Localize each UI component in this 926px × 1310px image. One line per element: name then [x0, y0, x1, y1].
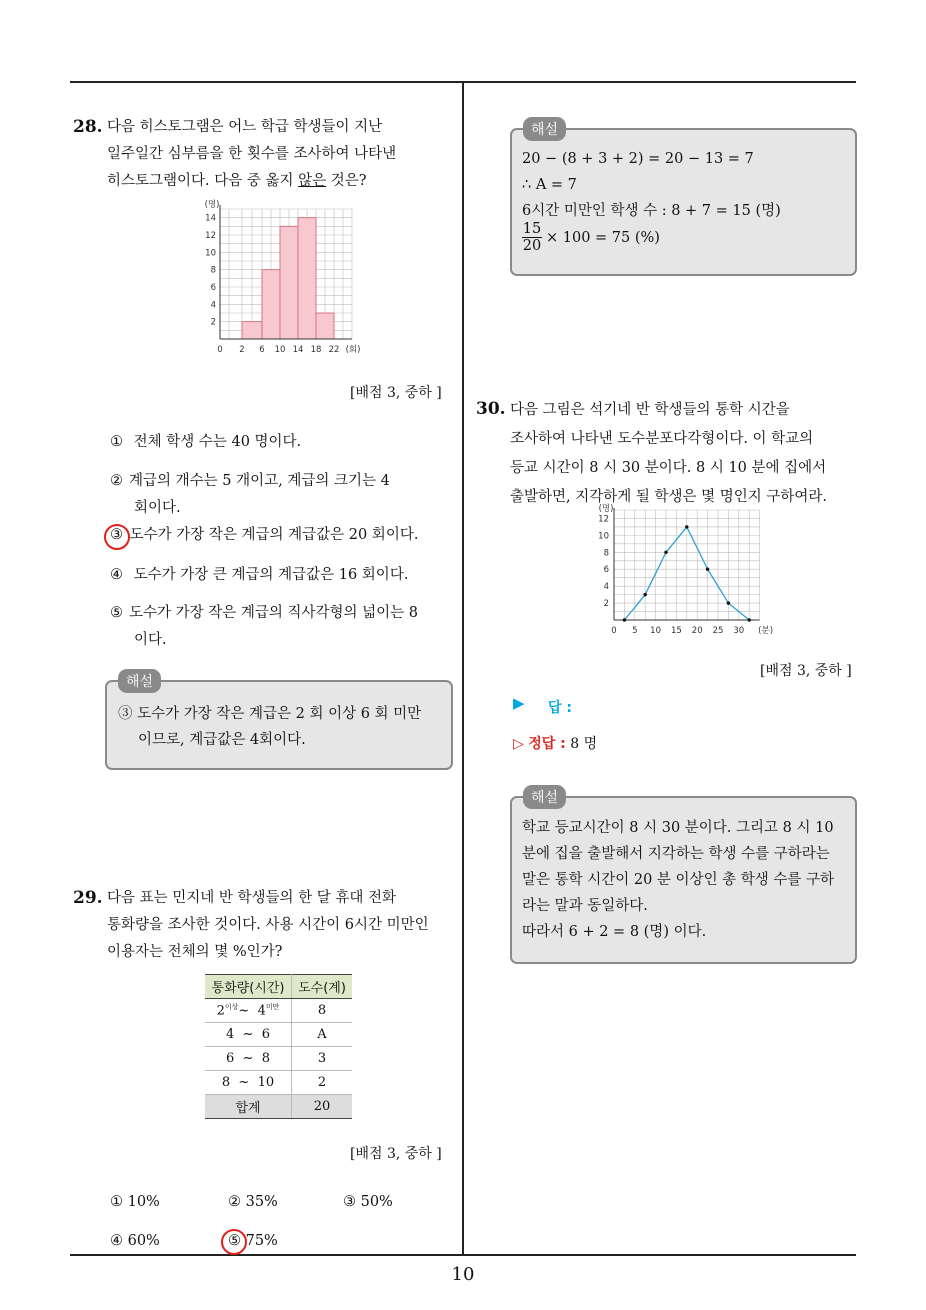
table-total-value: 20 — [292, 1095, 353, 1119]
question-28-line2: 일주일간 심부름을 한 횟수를 조사하여 나타낸 — [107, 146, 397, 162]
q28-explanation-line2: 이므로, 계급값은 4회이다. — [138, 732, 306, 748]
x-tick-label: 0 — [611, 626, 617, 636]
table-cell-range: 8 ~ 10 — [205, 1071, 292, 1095]
y-tick-label: 4 — [603, 582, 609, 593]
question-30-number: 30. — [476, 399, 506, 419]
question-28-text — [107, 114, 396, 195]
data-point — [664, 551, 667, 554]
table-cell-freq: 8 — [292, 999, 353, 1023]
question-29-score: [배점 3, 중하 ] — [350, 1146, 442, 1162]
x-tick-label: 10 — [274, 345, 286, 355]
data-point — [685, 525, 688, 528]
sol29-line1: 20 − (8 + 3 + 2) = 20 − 13 = 7 — [522, 151, 754, 167]
q28-option-5[interactable] — [110, 600, 418, 654]
x-tick-label: 5 — [632, 626, 638, 636]
x-tick-label: 14 — [292, 345, 304, 355]
q28-option-3[interactable] — [110, 522, 418, 549]
x-tick-label: 20 — [691, 626, 703, 636]
y-tick-label: 6 — [210, 283, 216, 293]
histogram-bar — [242, 322, 262, 339]
histogram-bar — [280, 226, 298, 339]
option-number: ① — [110, 434, 123, 450]
option-text: 도수가 가장 작은 계급의 직사각형의 넓이는 8 — [129, 605, 419, 621]
data-point — [706, 568, 709, 571]
y-tick-label: 10 — [205, 248, 216, 259]
table-cell-range: 6 ~ 8 — [205, 1047, 292, 1071]
option-text: 도수가 가장 큰 계급의 계급값은 16 회이다. — [133, 567, 409, 583]
q29-explanation-tag: 해설 — [523, 117, 566, 141]
x-tick-label: 10 — [650, 626, 662, 636]
table-row — [205, 999, 352, 1023]
correct-value: 8 명 — [570, 736, 598, 752]
option-number: ⑤ — [110, 605, 123, 621]
data-point — [748, 618, 751, 621]
y-tick-label: 12 — [205, 231, 216, 241]
question-28-line3 — [107, 168, 396, 195]
table-header: 통화량(시간) — [205, 975, 292, 999]
question-30-line4: 출발하면, 지각하게 될 학생은 몇 명인지 구하여라. — [510, 489, 828, 505]
range-from: 2 — [216, 1003, 225, 1019]
histogram-chart — [196, 198, 366, 364]
option-text-cont: 이다. — [134, 632, 167, 648]
table-header-row — [205, 975, 352, 999]
option-text: 도수가 가장 작은 계급의 계급값은 20 회이다. — [129, 527, 419, 543]
table-row — [205, 1023, 352, 1047]
frequency-polygon-chart — [592, 502, 774, 644]
q29-option-4[interactable]: ④ 60% — [110, 1233, 160, 1249]
question-29-line1: 다음 표는 민지네 반 학생들의 한 달 휴대 전화 — [107, 890, 396, 906]
range-sup-to: 미만 — [265, 1003, 280, 1012]
y-axis-label: (명) — [204, 200, 220, 210]
data-point — [644, 593, 647, 596]
table-cell-freq: 3 — [292, 1047, 353, 1071]
range-to: 4 — [257, 1003, 266, 1019]
q29-option-3[interactable]: ③ 50% — [343, 1194, 393, 1210]
option-text: 계급의 개수는 5 개이고, 계급의 크기는 4 — [129, 473, 390, 489]
q30-explanation-line: 라는 말과 동일하다. — [522, 898, 648, 914]
range-tilde: ~ — [238, 1003, 250, 1019]
page-number: 10 — [451, 1264, 475, 1285]
q28-explanation-text — [118, 701, 421, 753]
x-axis-label: (회) — [345, 345, 361, 355]
q28-explanation-line1: ③ 도수가 가장 작은 계급은 2 회 이상 6 회 미만 — [118, 706, 422, 722]
y-tick-label: 8 — [210, 265, 216, 276]
question-30-line3: 등교 시간이 8 시 30 분이다. 8 시 10 분에 집에서 — [510, 460, 827, 476]
question-28-number: 28. — [73, 117, 103, 137]
fraction — [522, 221, 542, 254]
correct-label: 정답 : — [528, 736, 566, 752]
q30-explanation-line: 학교 등교시간이 8 시 30 분이다. 그리고 8 시 10 — [522, 820, 834, 836]
y-axis-label: (명) — [598, 504, 614, 514]
question-30-line2: 조사하여 나타낸 도수분포다각형이다. 이 학교의 — [510, 431, 814, 447]
x-tick-label: 2 — [239, 345, 245, 355]
q29-explanation-text — [522, 146, 781, 224]
option-number: ③ — [110, 527, 123, 543]
y-tick-label: 14 — [205, 213, 216, 224]
question-28-line1: 다음 히스토그램은 어느 학급 학생들이 지난 — [107, 119, 383, 135]
answer-label: 답 : — [548, 700, 572, 716]
x-tick-label: 30 — [733, 626, 745, 636]
question-30-text — [510, 396, 827, 512]
q28-option-1[interactable] — [110, 429, 301, 456]
table-row — [205, 1047, 352, 1071]
question-28-line3b: 것은? — [326, 173, 367, 189]
q28-option-2[interactable] — [110, 468, 390, 522]
table-row — [205, 1071, 352, 1095]
fraction-numerator: 15 — [522, 221, 542, 237]
x-tick-label: 0 — [217, 345, 223, 355]
sol29-line3: 6시간 미만인 학생 수 : 8 + 7 = 15 (명) — [522, 203, 781, 219]
sol29-line2: ∴ A = 7 — [522, 177, 577, 193]
option-text: 전체 학생 수는 40 명이다. — [133, 434, 302, 450]
q29-option-1[interactable]: ① 10% — [110, 1194, 160, 1210]
q29-option-2[interactable]: ② 35% — [228, 1194, 278, 1210]
question-29-line3: 이용자는 전체의 몇 %인가? — [107, 944, 283, 960]
x-tick-label: 22 — [328, 345, 340, 355]
table-cell-range: 4 ~ 6 — [205, 1023, 292, 1047]
bottom-rule — [70, 1254, 856, 1256]
q30-explanation-line: 따라서 6 + 2 = 8 (명) 이다. — [522, 924, 707, 940]
q29-option-5[interactable]: ⑤ 75% — [228, 1233, 278, 1249]
x-tick-label: 25 — [712, 626, 724, 636]
table-total-row — [205, 1095, 352, 1119]
x-tick-label: 15 — [670, 626, 682, 636]
table-cell-freq: 2 — [292, 1071, 353, 1095]
correct-answer — [513, 733, 597, 753]
q30-explanation-line: 분에 집을 출발해서 지각하는 학생 수를 구하라는 — [522, 846, 830, 862]
x-axis-label: (분) — [758, 626, 774, 636]
table-cell-freq: A — [292, 1023, 353, 1047]
option-number: ④ — [110, 567, 123, 583]
option-number: ② — [110, 473, 123, 489]
q30-explanation-line: 말은 통학 시간이 20 분 이상인 총 학생 수를 구하 — [522, 872, 835, 888]
y-tick-label: 12 — [598, 514, 609, 525]
question-30-line1: 다음 그림은 석기네 반 학생들의 통학 시간을 — [510, 402, 790, 418]
y-tick-label: 6 — [603, 565, 609, 576]
question-28-underline: 않은 — [298, 173, 327, 189]
data-point — [623, 618, 626, 621]
table-total-label: 합계 — [205, 1095, 292, 1119]
table-cell-range — [205, 999, 292, 1023]
question-28-line3a: 히스토그램이다. 다음 중 옳지 — [107, 173, 299, 189]
question-30-score: [배점 3, 중하 ] — [760, 663, 852, 679]
y-tick-label: 8 — [603, 548, 609, 559]
correct-arrow-icon: ▷ — [513, 736, 524, 752]
fraction-denominator: 20 — [522, 238, 542, 254]
y-tick-label: 2 — [603, 599, 609, 610]
question-29-line2: 통화량을 조사한 것이다. 사용 시간이 6시간 미만인 — [107, 917, 429, 933]
option-text-cont: 회이다. — [134, 500, 181, 516]
column-divider — [462, 82, 464, 1255]
sol29-line4: × 100 = 75 (%) — [546, 229, 660, 246]
q28-explanation-tag: 해설 — [118, 669, 161, 693]
y-tick-label: 10 — [598, 531, 609, 542]
x-tick-label: 18 — [310, 345, 322, 355]
answer-arrow-icon: ▶ — [513, 694, 525, 712]
data-point — [727, 601, 730, 604]
y-tick-label: 4 — [210, 300, 216, 311]
question-28-score: [배점 3, 중하 ] — [350, 385, 442, 401]
sol29-fraction-line — [522, 221, 660, 254]
frequency-table — [205, 974, 352, 1119]
histogram-bar — [298, 218, 316, 339]
question-29-number: 29. — [73, 888, 103, 908]
histogram-bar — [262, 270, 280, 339]
x-tick-label: 6 — [259, 345, 265, 355]
q30-explanation-tag: 해설 — [523, 785, 566, 809]
range-sup-from: 이상 — [224, 1003, 239, 1012]
histogram-bar — [316, 313, 334, 339]
question-29-text — [107, 885, 429, 966]
q30-explanation-text — [522, 815, 834, 945]
table-header: 도수(계) — [292, 975, 353, 999]
q28-option-4[interactable] — [110, 562, 408, 589]
y-tick-label: 2 — [210, 317, 216, 328]
